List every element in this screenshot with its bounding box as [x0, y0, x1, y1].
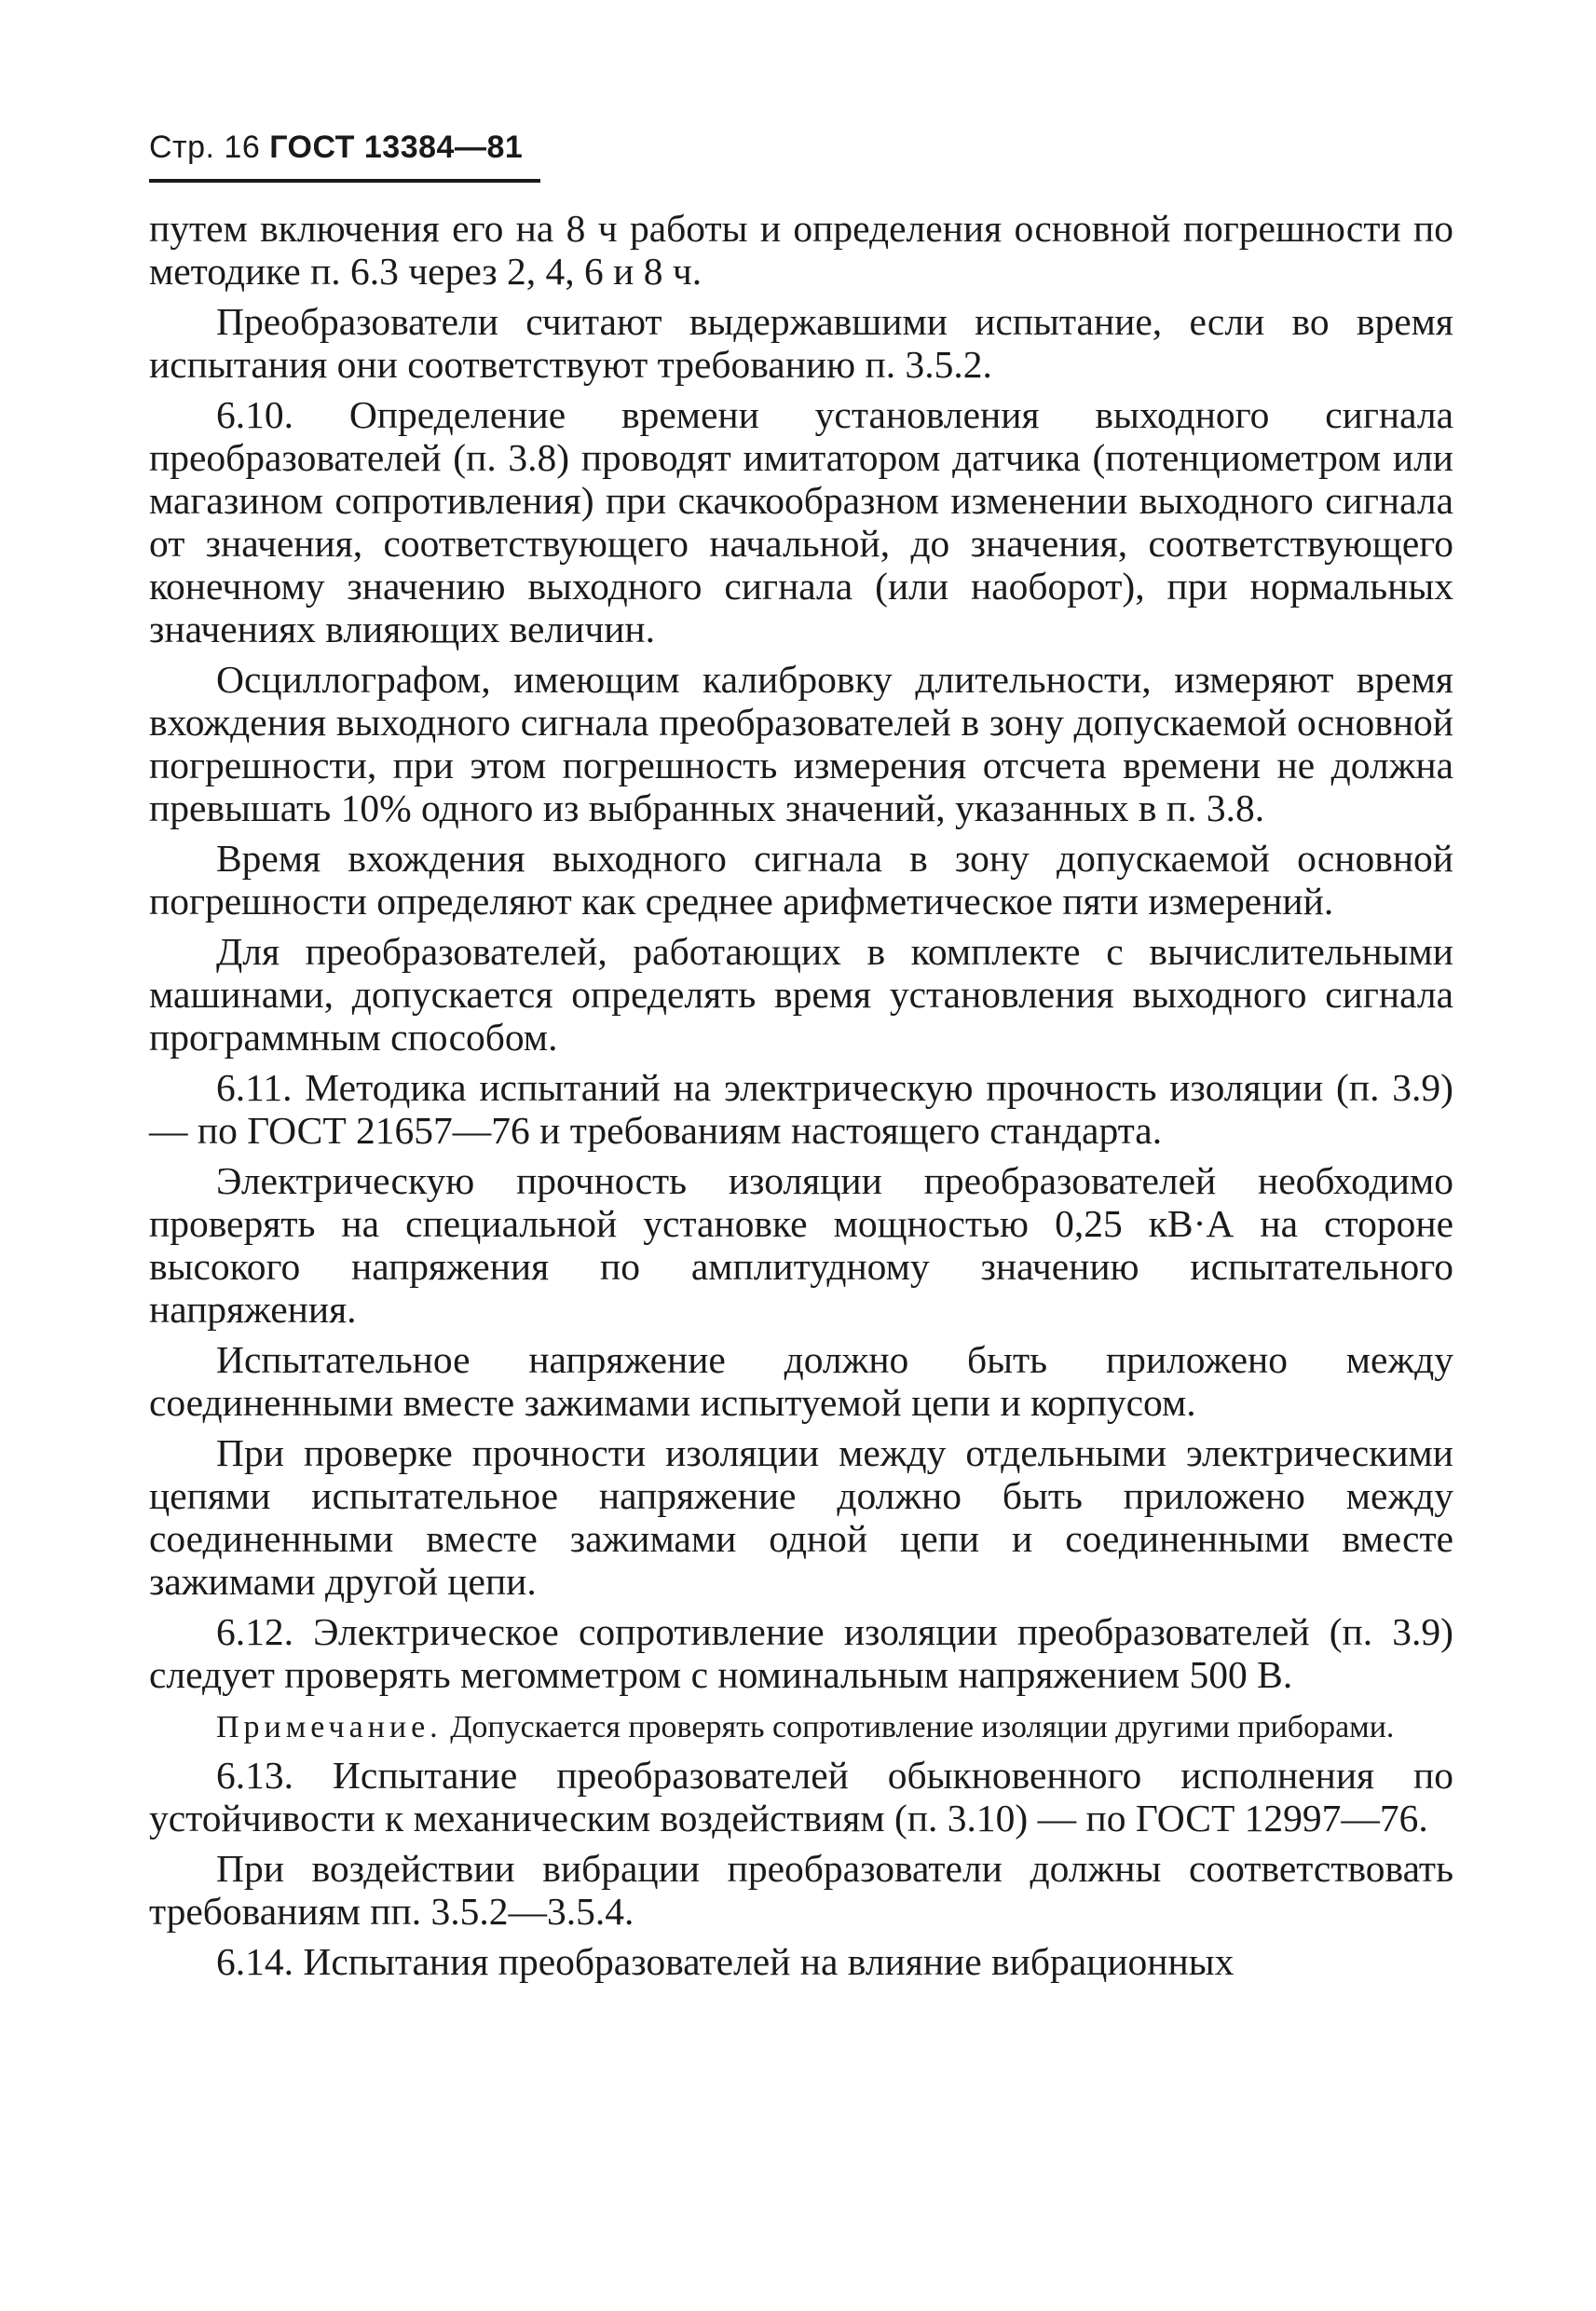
- paragraph: 6.10. Определение времени установления выходного сигнала преобразователей (п. 3.8) проводят имитатором датчика (потенциометром или магазином сопротивления) при скачкообразном изменении выходного сигнала от значения, соответствующего начальной, до значения, соответствующего конечному значению выходного сигнала (или наоборот), при нормальных значениях влияющих величин.: [149, 393, 1453, 650]
- header-rule: [149, 179, 540, 183]
- standard-title: ГОСТ 13384—81: [269, 130, 524, 165]
- paragraph: 6.11. Методика испытаний на электрическую прочность изоляции (п. 3.9) — по ГОСТ 21657—76 и требованиям настоящего стандарта.: [149, 1066, 1453, 1152]
- document-body: [149, 207, 1453, 1983]
- note-label: Примечание.: [216, 1710, 443, 1744]
- paragraph: 6.12. Электрическое сопротивление изоляции преобразователей (п. 3.9) следует проверять мегомметром с номинальным напряжением 500 В.: [149, 1610, 1453, 1696]
- note: [149, 1709, 1453, 1746]
- paragraph: Время вхождения выходного сигнала в зону допускаемой основной погрешности определяют как среднее арифметическое пяти измерений.: [149, 837, 1453, 923]
- note-text: Допускается проверять сопротивление изоляции другими приборами.: [450, 1710, 1395, 1744]
- paragraph: Осциллографом, имеющим калибровку длительности, измеряют время вхождения выходного сигнала преобразователей в зону допускаемой основной погрешности, при этом погрешность измерения отсчета времени не должна превышать 10% одного из выбранных значений, указанных в п. 3.8.: [149, 658, 1453, 829]
- paragraph: Испытательное напряжение должно быть приложено между соединенными вместе зажимами испытуемой цепи и корпусом.: [149, 1338, 1453, 1424]
- paragraph: При проверке прочности изоляции между отдельными электрическими цепями испытательное напряжение должно быть приложено между соединенными вместе зажимами одной цепи и соединенными вместе зажимами другой цепи.: [149, 1431, 1453, 1603]
- paragraph: 6.14. Испытания преобразователей на влияние вибрационных: [216, 1940, 1235, 1983]
- paragraph: путем включения его на 8 ч работы и определения основной погрешности по методике п. 6.3 через 2, 4, 6 и 8 ч.: [149, 207, 1453, 293]
- page-number: Стр. 16: [149, 130, 261, 165]
- paragraph: Электрическую прочность изоляции преобразователей необходимо проверять на специальной установке мощностью 0,25 кВ·А на стороне высокого напряжения по амплитудному значению испытательного напряжения.: [149, 1159, 1453, 1331]
- paragraph: Для преобразователей, работающих в комплекте с вычислительными машинами, допускается определять время установления выходного сигнала программным способом.: [149, 930, 1453, 1059]
- paragraph: Преобразователи считают выдержавшими испытание, если во время испытания они соответствуют требованию п. 3.5.2.: [149, 300, 1453, 386]
- page-header: [149, 129, 523, 166]
- paragraph: При воздействии вибрации преобразователи должны соответствовать требованиям пп. 3.5.2—3.5.4.: [149, 1847, 1453, 1933]
- paragraph: 6.13. Испытание преобразователей обыкновенного исполнения по устойчивости к механическим воздействиям (п. 3.10) — по ГОСТ 12997—76.: [149, 1754, 1453, 1839]
